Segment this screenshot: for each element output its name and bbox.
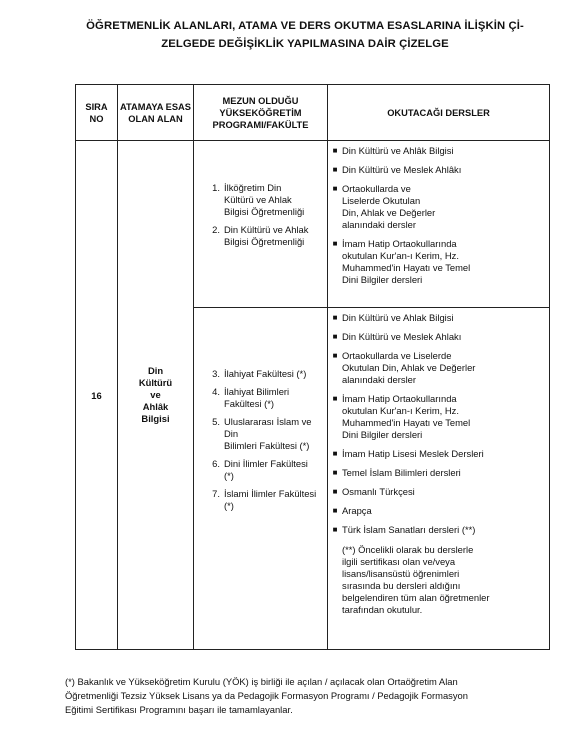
program-name-line: Fakültesi (*) <box>224 398 275 409</box>
program-list-1 <box>194 141 327 248</box>
course-list-1 <box>328 141 549 286</box>
program-name-line: İslami İlimler Fakültesi (*) <box>224 488 317 511</box>
list-item <box>328 393 543 441</box>
course-name-line: Liselerde Okutulan <box>342 195 421 206</box>
bullet-icon: ■ <box>332 506 338 515</box>
course-name <box>342 393 470 441</box>
program-name-line: Bilimleri Fakültesi (*) <box>224 440 310 451</box>
program-list-2 <box>194 308 327 512</box>
title-line-2: ZELGEDE DEĞİŞİKLİK YAPILMASINA DAİR ÇİZELGE <box>161 38 449 50</box>
list-item <box>328 312 543 324</box>
program-name-line: Uluslararası İslam ve Din <box>224 416 312 439</box>
course-name-line: Ortaokullarda ve Liselerde <box>342 350 452 361</box>
program-name-line: Din Kültürü ve Ahlak <box>224 224 309 235</box>
course-name-line: okutulan Kur'an-ı Kerim, Hz. <box>342 405 459 416</box>
course-name-line: okutulan Kur'an-ı Kerim, Hz. <box>342 250 459 261</box>
program-name <box>224 368 319 380</box>
program-group-1 <box>194 141 328 308</box>
bullet-icon: ■ <box>332 449 338 458</box>
list-item <box>328 164 543 176</box>
footnote-line: Eğitimi Sertifikası Programını başarı ile tamamlayanlar. <box>65 704 293 715</box>
note-line: belgelendiren tüm alan öğretmenler <box>342 592 490 603</box>
program-name <box>224 182 319 218</box>
course-name-line: Din Kültürü ve Ahlâk Bilgisi <box>342 145 454 156</box>
item-number: 3. <box>212 368 220 379</box>
sira-no-cell: 16 <box>76 141 118 650</box>
program-name-line: İlahiyat Bilimleri <box>224 386 290 397</box>
list-item <box>194 368 319 380</box>
course-name-line: Türk İslam Sanatları dersleri (**) <box>342 524 476 535</box>
bullet-icon: ■ <box>332 165 338 174</box>
bullet-icon: ■ <box>332 394 338 403</box>
list-item <box>328 467 543 479</box>
course-note <box>328 544 549 616</box>
courses-group-2 <box>328 308 550 650</box>
bullet-icon: ■ <box>332 468 338 477</box>
course-name <box>342 524 475 536</box>
program-name <box>224 224 319 248</box>
note-line: sırasında bu dersleri aldığını <box>342 580 461 591</box>
item-number: 6. <box>212 458 220 469</box>
course-name-line: Muhammed'in Hayatı ve Temel <box>342 262 471 273</box>
course-name <box>342 183 435 231</box>
course-name-line: Din Kültürü ve Meslek Ahlâkı <box>342 164 462 175</box>
header-atamaya-esas-alan: ATAMAYA ESAS OLAN ALAN <box>118 85 194 141</box>
header-okutacagi-dersler: OKUTACAĞI DERSLER <box>328 85 550 141</box>
program-name <box>224 416 319 452</box>
program-name-line: İlahiyat Fakültesi (*) <box>224 368 307 379</box>
course-name <box>342 331 461 343</box>
course-name-line: alanındaki dersler <box>342 219 417 230</box>
note-line: ilgili sertifikası olan ve/veya <box>342 556 456 567</box>
document-title <box>70 17 540 53</box>
course-name-line: Din Kültürü ve Ahlak Bilgisi <box>342 312 454 323</box>
courses-group-1 <box>328 141 550 308</box>
bullet-icon: ■ <box>332 239 338 248</box>
table-row <box>76 141 550 308</box>
bullet-icon: ■ <box>332 487 338 496</box>
list-item <box>328 145 543 157</box>
course-name <box>342 312 454 324</box>
title-line-1: ÖĞRETMENLİK ALANLARI, ATAMA VE DERS OKUTMA ESASLARINA İLİŞKİN Çİ- <box>86 20 524 32</box>
course-name <box>342 145 454 157</box>
course-name-line: alanındaki dersler <box>342 374 417 385</box>
list-item <box>194 488 319 512</box>
item-number: 7. <box>212 488 220 499</box>
course-name <box>342 350 475 386</box>
program-group-2 <box>194 308 328 650</box>
bullet-icon: ■ <box>332 525 338 534</box>
course-name-line: Arapça <box>342 505 372 516</box>
program-name-line: Bilgisi Öğretmenliği <box>224 206 305 217</box>
course-name-line: Dini Bilgiler dersleri <box>342 429 423 440</box>
program-name-line: Dini İlimler Fakültesi (*) <box>224 458 308 481</box>
item-number: 1. <box>212 182 220 193</box>
header-mezun-program: MEZUN OLDUĞU YÜKSEKÖĞRETİM PROGRAMI/FAKÜLTE <box>194 85 328 141</box>
course-name-line: Temel İslam Bilimleri dersleri <box>342 467 461 478</box>
bullet-icon: ■ <box>332 146 338 155</box>
alan-cell: Din Kültürü ve Ahlâk Bilgisi <box>118 141 194 650</box>
note-line: lisans/lisansüstü öğrenimleri <box>342 568 460 579</box>
course-list-2 <box>328 308 549 536</box>
list-item <box>328 524 543 536</box>
assignment-table <box>75 84 550 650</box>
list-item <box>194 224 319 248</box>
bullet-icon: ■ <box>332 184 338 193</box>
list-item <box>194 182 319 218</box>
program-name-line: İlköğretim Din <box>224 182 282 193</box>
list-item <box>328 238 543 286</box>
course-name <box>342 238 470 286</box>
course-name-line: Din Kültürü ve Meslek Ahlakı <box>342 331 462 342</box>
course-name <box>342 164 461 176</box>
footnote-line: Öğretmenliği Tezsiz Yüksek Lisans ya da Pedagojik Formasyon Programı / Pedagojik Formasyon <box>65 690 468 701</box>
list-item <box>328 331 543 343</box>
item-number: 4. <box>212 386 220 397</box>
program-name-line: Kültürü ve Ahlak <box>224 194 292 205</box>
course-name-line: İmam Hatip Ortaokullarında <box>342 238 457 249</box>
list-item <box>328 350 543 386</box>
course-name-line: Din, Ahlak ve Değerler <box>342 207 436 218</box>
program-name <box>224 386 319 410</box>
course-name-line: Osmanlı Türkçesi <box>342 486 415 497</box>
list-item <box>328 486 543 498</box>
table-header-row <box>76 85 550 141</box>
footnote <box>65 675 545 717</box>
course-name <box>342 448 484 460</box>
course-name-line: Ortaokullarda ve <box>342 183 411 194</box>
list-item <box>328 448 543 460</box>
program-name <box>224 488 319 512</box>
course-name-line: Okutulan Din, Ahlak ve Değerler <box>342 362 476 373</box>
course-name-line: Dini Bilgiler dersleri <box>342 274 423 285</box>
bullet-icon: ■ <box>332 332 338 341</box>
bullet-icon: ■ <box>332 313 338 322</box>
course-name-line: İmam Hatip Ortaokullarında <box>342 393 457 404</box>
course-name-line: İmam Hatip Lisesi Meslek Dersleri <box>342 448 484 459</box>
footnote-line: (*) Bakanlık ve Yükseköğretim Kurulu (YÖK) iş birliği ile açılan / açılacak olan Ortaöğretim Alan <box>65 676 458 687</box>
list-item <box>194 458 319 482</box>
note-line: tarafından okutulur. <box>342 604 423 615</box>
list-item <box>194 386 319 410</box>
list-item <box>328 183 543 231</box>
program-name <box>224 458 319 482</box>
item-number: 2. <box>212 224 220 235</box>
program-name-line: Bilgisi Öğretmenliği <box>224 236 305 247</box>
course-name <box>342 467 461 479</box>
bullet-icon: ■ <box>332 351 338 360</box>
course-name-line: Muhammed'in Hayatı ve Temel <box>342 417 471 428</box>
course-name <box>342 505 372 517</box>
list-item <box>194 416 319 452</box>
header-sira-no: SIRA NO <box>76 85 118 141</box>
course-name <box>342 486 415 498</box>
note-line: (**) Öncelikli olarak bu derslerle <box>342 544 474 555</box>
item-number: 5. <box>212 416 220 427</box>
list-item <box>328 505 543 517</box>
